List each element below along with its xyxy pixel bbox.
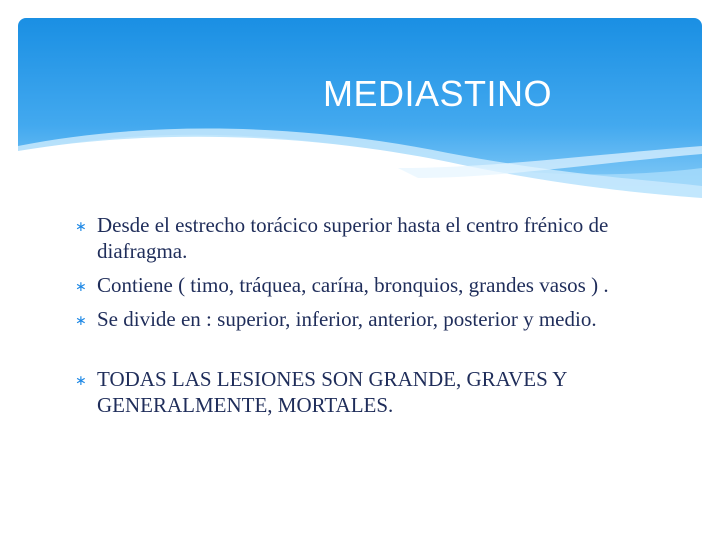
list-item-text: Contiene ( timo, tráquea, caríна, bronquios, grandes vasos ) . bbox=[97, 273, 609, 297]
list-item bbox=[75, 272, 655, 298]
page-title: MEDIASTINO bbox=[323, 73, 553, 114]
asterisk-bullet-icon: ∗ bbox=[75, 219, 87, 235]
title-banner bbox=[18, 18, 702, 198]
list-item-text: TODAS LAS LESIONES SON GRANDE, GRAVES Y GENERALMENTE, MORTALES. bbox=[97, 367, 567, 417]
list-item bbox=[75, 366, 655, 418]
list-item bbox=[75, 212, 655, 264]
asterisk-bullet-icon: ∗ bbox=[75, 313, 87, 329]
list-item-text: Se divide en : superior, inferior, anterior, posterior y medio. bbox=[97, 307, 597, 331]
list-item bbox=[75, 306, 655, 332]
bullet-list bbox=[75, 212, 655, 418]
asterisk-bullet-icon: ∗ bbox=[75, 279, 87, 295]
list-item-text: Desde el estrecho torácico superior hasta el centro frénico de diafragma. bbox=[97, 213, 609, 263]
asterisk-bullet-icon: ∗ bbox=[75, 373, 87, 389]
